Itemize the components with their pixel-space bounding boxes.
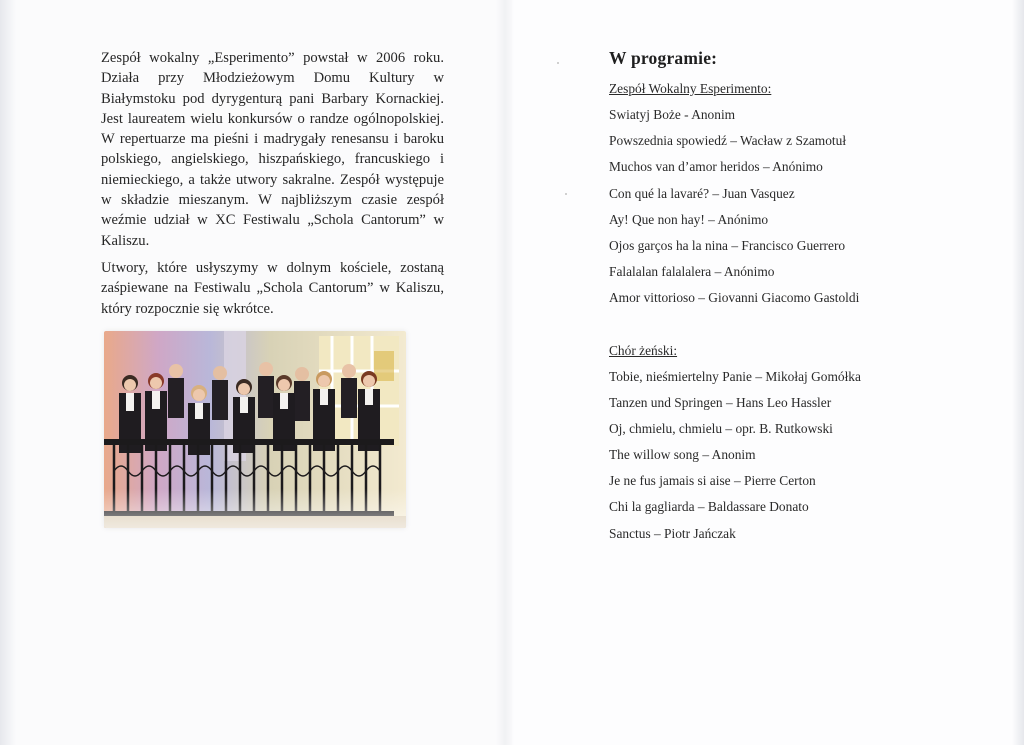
program-item: Powszednia spowiedź – Wacław z Szamotuł [609,133,847,149]
section-spacer [609,315,929,341]
program-section-esperimento [609,79,929,315]
right-edge-shadow [1012,0,1024,745]
scan-speck [565,193,567,195]
section-heading: Chór żeński: [609,342,678,358]
section-heading: Zespół Wokalny Esperimento: [609,81,772,96]
group-photo [104,331,406,528]
left-edge-shadow [0,0,16,745]
program-item: Swiatyj Boże - Anonim [609,107,736,122]
program-title: W programie: [609,48,718,68]
scan-speck [557,62,559,64]
program-item: The willow song – Anonim [609,447,756,463]
program-item: Sanctus – Piotr Jańczak [609,525,736,541]
program-item: Ay! Que non hay! – Anónimo [609,211,769,227]
intro-text [101,48,444,326]
intro-paragraph-2: Utwory, które usłyszymy w dolnym kościele, zostaną zaśpiewane na Festiwalu „Schola Cantorum” w Kaliszu, który rozpocznie się wkrótce. [101,259,444,317]
intro-paragraph-1: Zespół wokalny „Esperimento” powstał w 2006 roku. Działa przy Młodzieżowym Domu Kultury w Białymstoku pod dyrygenturą pani Barbary Kornackiej. Jest laureatem wielu konkursów o randze ogólnopolskiej. W repertuarze ma pieśni i madrygały renesansu i baroku polskiego, angielskiego, hiszpańskiego, francuskiego i niemieckiego, a także utwory sakralne. Zespół występuje w składzie mieszanym. W najbliższym czasie zespół weźmie udział w XC Festiwalu „Schola Cantorum” w Kaliszu. [101,50,444,249]
program-item: Tobie, nieśmiertelny Panie – Mikołaj Gomółka [609,368,861,384]
program-item: Muchos van d’amor heridos – Anónimo [609,159,823,175]
program-column [609,48,929,550]
program-item: Chi la gagliarda – Baldassare Donato [609,499,809,515]
program-item: Amor vittorioso – Giovanni Giacomo Gastoldi [609,290,860,306]
program-item: Ojos garços ha la nina – Francisco Guerrero [609,237,846,253]
program-section-choir [609,341,929,550]
page-fold [496,0,514,745]
program-item: Tanzen und Springen – Hans Leo Hassler [609,394,832,410]
program-item: Oj, chmielu, chmielu – opr. B. Rutkowski [609,420,833,436]
program-item: Je ne fus jamais si aise – Pierre Certon [609,473,816,489]
program-item: Falalalan falalalera – Anónimo [609,264,775,280]
program-item: Con qué la lavaré? – Juan Vasquez [609,185,795,201]
